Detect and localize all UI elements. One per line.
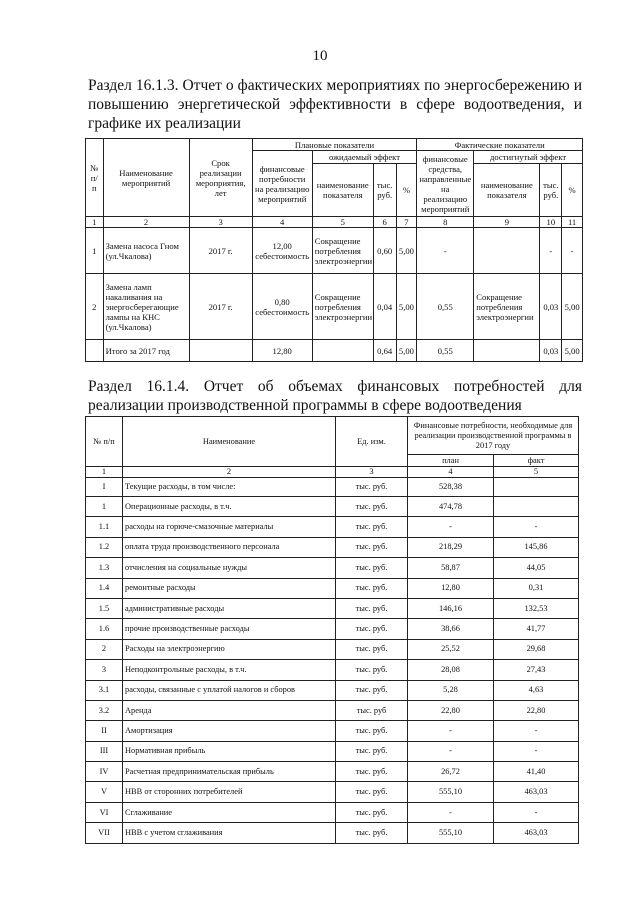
row-fin: 12,00 себестоимость (252, 228, 312, 274)
row-fact (494, 497, 579, 517)
row-pct-fact: - (562, 228, 583, 274)
row-num: 1.1 (86, 517, 123, 537)
total-row (86, 340, 583, 362)
row-val-fact: - (540, 228, 562, 274)
col-number: 2 (123, 467, 336, 478)
row-name: Аренда (123, 700, 336, 720)
row-fin-fact: - (417, 228, 474, 274)
row-val-fact: 0,03 (540, 274, 562, 340)
header-eff-name-fact: наименование показателя (474, 164, 540, 217)
header-fin-need: финансовые потребности на реализацию мероприятий (252, 151, 312, 217)
row-pct: 5,00 (396, 228, 417, 274)
header-unit: Ед. изм. (336, 417, 408, 467)
row-num: 1.4 (86, 578, 123, 598)
col-number: 5 (494, 467, 579, 478)
col-number: 11 (562, 217, 583, 228)
col-number: 7 (396, 217, 417, 228)
header-term: Срок реализации мероприятия, лет (189, 139, 252, 217)
row-term (189, 340, 252, 362)
table-row (86, 517, 579, 537)
row-pct-fact: 5,00 (562, 274, 583, 340)
row-num: VI (86, 802, 123, 822)
row-unit: тыс. руб. (336, 558, 408, 578)
row-plan: 58,87 (408, 558, 494, 578)
row-fin: 12,80 (252, 340, 312, 362)
header-plan: план (408, 455, 494, 467)
section-16-1-3-heading: Раздел 16.1.3. Отчет о фактических мероприятиях по энергосбережению и повышению энергетической эффективности в сфере водоотведения, и графике их реализации (88, 77, 582, 132)
col-number: 6 (373, 217, 396, 228)
row-num: 1 (86, 228, 104, 274)
row-eff-fact (474, 228, 540, 274)
row-name: Замена ламп накаливания на энергосберегающие лампы на КНС (ул.Чкалова) (103, 274, 189, 340)
row-plan: - (408, 741, 494, 761)
table-row (86, 537, 579, 557)
row-fact: 463,03 (494, 782, 579, 802)
row-num: 1.6 (86, 619, 123, 639)
row-plan: 25,52 (408, 639, 494, 659)
section-16-1-4-heading: Раздел 16.1.4. Отчет об объемах финансовых потребностей для реализации производственной программы в сфере водоотведения (88, 378, 582, 414)
row-fact: 44,05 (494, 558, 579, 578)
row-plan: 38,66 (408, 619, 494, 639)
row-eff (312, 340, 373, 362)
col-number: 1 (86, 217, 104, 228)
header-pct-fact: % (562, 164, 583, 217)
row-pct: 5,00 (396, 340, 417, 362)
header-num: № п/п (86, 417, 123, 467)
row-eff-fact: Сокращение потребления электроэнергии (474, 274, 540, 340)
row-unit: тыс. руб. (336, 823, 408, 843)
col-number: 8 (417, 217, 474, 228)
row-name: административные расходы (123, 598, 336, 618)
row-fact: 0,31 (494, 578, 579, 598)
row-plan: 22,80 (408, 700, 494, 720)
row-unit: тыс. руб. (336, 537, 408, 557)
row-fact: 463,03 (494, 823, 579, 843)
row-unit: тыс. руб. (336, 721, 408, 741)
row-plan: 474,78 (408, 497, 494, 517)
row-name: НВВ с учетом сглаживания (123, 823, 336, 843)
table-row (86, 782, 579, 802)
table-row (86, 741, 579, 761)
row-unit: тыс. руб. (336, 598, 408, 618)
financial-needs-table (85, 416, 579, 844)
row-name: Нормативная прибыль (123, 741, 336, 761)
col-number: 1 (86, 467, 123, 478)
row-name: Операционные расходы, в т.ч. (123, 497, 336, 517)
row-plan: 528,38 (408, 478, 494, 497)
row-fact: - (494, 741, 579, 761)
table-row (86, 823, 579, 843)
header-planned: Плановые показатели (252, 139, 417, 151)
row-val: 0,04 (373, 274, 396, 340)
table-row (86, 274, 583, 340)
row-fact: 29,68 (494, 639, 579, 659)
table-row (86, 497, 579, 517)
row-plan: 555,10 (408, 782, 494, 802)
header-actual: Фактические показатели (417, 139, 583, 151)
row-unit: тыс. руб. (336, 762, 408, 782)
row-plan: 26,72 (408, 762, 494, 782)
row-fact (494, 478, 579, 497)
row-plan: - (408, 802, 494, 822)
row-num: 1.2 (86, 537, 123, 557)
row-term: 2017 г. (189, 274, 252, 340)
table-row (86, 680, 579, 700)
col-number: 4 (408, 467, 494, 478)
row-num: 1 (86, 497, 123, 517)
row-plan: 12,80 (408, 578, 494, 598)
row-num: I (86, 478, 123, 497)
header-name: Наименование мероприятий (103, 139, 189, 217)
row-name: Сглаживание (123, 802, 336, 822)
row-name: Амортизация (123, 721, 336, 741)
row-unit: тыс. руб. (336, 478, 408, 497)
row-num: II (86, 721, 123, 741)
row-num (86, 340, 104, 362)
row-plan: - (408, 721, 494, 741)
row-fin-fact: 0,55 (417, 340, 474, 362)
row-num: 3.1 (86, 680, 123, 700)
row-fin-fact: 0,55 (417, 274, 474, 340)
row-plan: 218,29 (408, 537, 494, 557)
header-unit-fact: тыс. руб. (540, 164, 562, 217)
col-number: 5 (312, 217, 373, 228)
header-achieved: достигнутый эффект (474, 151, 583, 164)
row-fin: 0,80 себестоимость (252, 274, 312, 340)
row-plan: - (408, 517, 494, 537)
table-row (86, 700, 579, 720)
row-fact: 4,63 (494, 680, 579, 700)
row-val-fact: 0,03 (540, 340, 562, 362)
column-number-row (86, 217, 583, 228)
header-expected: ожидаемый эффект (312, 151, 417, 164)
row-fact: 132,53 (494, 598, 579, 618)
col-number: 4 (252, 217, 312, 228)
col-number: 3 (336, 467, 408, 478)
table-row (86, 762, 579, 782)
table-row (86, 478, 579, 497)
row-unit: тыс. руб. (336, 660, 408, 680)
row-name: ремонтные расходы (123, 578, 336, 598)
row-unit: тыс. руб. (336, 517, 408, 537)
energy-saving-measures-table (85, 138, 583, 362)
row-num: 2 (86, 274, 104, 340)
row-plan: 28,08 (408, 660, 494, 680)
row-num: 1.3 (86, 558, 123, 578)
column-number-row (86, 467, 579, 478)
table-row (86, 619, 579, 639)
table-row (86, 578, 579, 598)
col-number: 10 (540, 217, 562, 228)
row-fact: - (494, 721, 579, 741)
col-number: 9 (474, 217, 540, 228)
row-plan: 146,16 (408, 598, 494, 618)
row-num: 3 (86, 660, 123, 680)
row-unit: тыс. руб (336, 700, 408, 720)
row-plan: 555,10 (408, 823, 494, 843)
row-name: прочие производственные расходы (123, 619, 336, 639)
col-number: 3 (189, 217, 252, 228)
row-name: Расчетная предпринимательская прибыль (123, 762, 336, 782)
row-num: III (86, 741, 123, 761)
row-val: 0,60 (373, 228, 396, 274)
col-number: 2 (103, 217, 189, 228)
row-eff: Сокращение потребления электроэнергии (312, 274, 373, 340)
row-name: расходы, связанные с уплатой налогов и сборов (123, 680, 336, 700)
row-num: 1.5 (86, 598, 123, 618)
row-fact: - (494, 802, 579, 822)
table-row (86, 660, 579, 680)
row-pct: 5,00 (396, 274, 417, 340)
table-row (86, 802, 579, 822)
row-unit: тыс. руб. (336, 578, 408, 598)
row-name: Замена насоса Гном (ул.Чкалова) (103, 228, 189, 274)
row-fact: - (494, 517, 579, 537)
row-unit: тыс. руб. (336, 741, 408, 761)
row-name: НВВ от сторонних потребителей (123, 782, 336, 802)
row-unit: тыс. руб. (336, 639, 408, 659)
row-eff: Сокращение потребления электроэнергии (312, 228, 373, 274)
row-name: оплата труда производственного персонала (123, 537, 336, 557)
header-name: Наименование (123, 417, 336, 467)
row-name: Расходы на электроэнергию (123, 639, 336, 659)
row-name: Неподконтрольные расходы, в т.ч. (123, 660, 336, 680)
header-fact: факт (494, 455, 579, 467)
header-pct: % (396, 164, 417, 217)
row-num: 2 (86, 639, 123, 659)
table-row (86, 721, 579, 741)
table-row (86, 558, 579, 578)
row-term: 2017 г. (189, 228, 252, 274)
row-num: VII (86, 823, 123, 843)
row-fact: 41,40 (494, 762, 579, 782)
row-eff-fact (474, 340, 540, 362)
row-name: Текущие расходы, в том числе: (123, 478, 336, 497)
table-row (86, 598, 579, 618)
header-eff-name: наименование показателя (312, 164, 373, 217)
row-val: 0,64 (373, 340, 396, 362)
financial-needs-rows (86, 478, 579, 844)
row-unit: тыс. руб. (336, 782, 408, 802)
row-num: 3.2 (86, 700, 123, 720)
row-num: IV (86, 762, 123, 782)
row-name: отчисления на социальные нужды (123, 558, 336, 578)
page-number: 10 (312, 48, 328, 64)
header-fin-spent: финансовые средства, направленные на реализацию мероприятий (417, 151, 474, 217)
row-plan: 5,28 (408, 680, 494, 700)
row-name: Итого за 2017 год (103, 340, 189, 362)
row-name: расходы на горюче-смазочные материалы (123, 517, 336, 537)
header-num: № п/ п (86, 139, 104, 217)
header-unit: тыс. руб. (373, 164, 396, 217)
header-fin-needs: Финансовые потребности, необходимые для реализации производственной программы в 2017 году (408, 417, 579, 455)
row-fact: 22,80 (494, 700, 579, 720)
row-fact: 41,77 (494, 619, 579, 639)
table-row (86, 228, 583, 274)
row-unit: тыс. руб. (336, 680, 408, 700)
row-unit: тыс. руб. (336, 619, 408, 639)
row-fact: 27,43 (494, 660, 579, 680)
table-row (86, 639, 579, 659)
row-unit: тыс. руб. (336, 497, 408, 517)
row-num: V (86, 782, 123, 802)
row-fact: 145,86 (494, 537, 579, 557)
row-unit: тыс. руб. (336, 802, 408, 822)
row-pct-fact: 5,00 (562, 340, 583, 362)
